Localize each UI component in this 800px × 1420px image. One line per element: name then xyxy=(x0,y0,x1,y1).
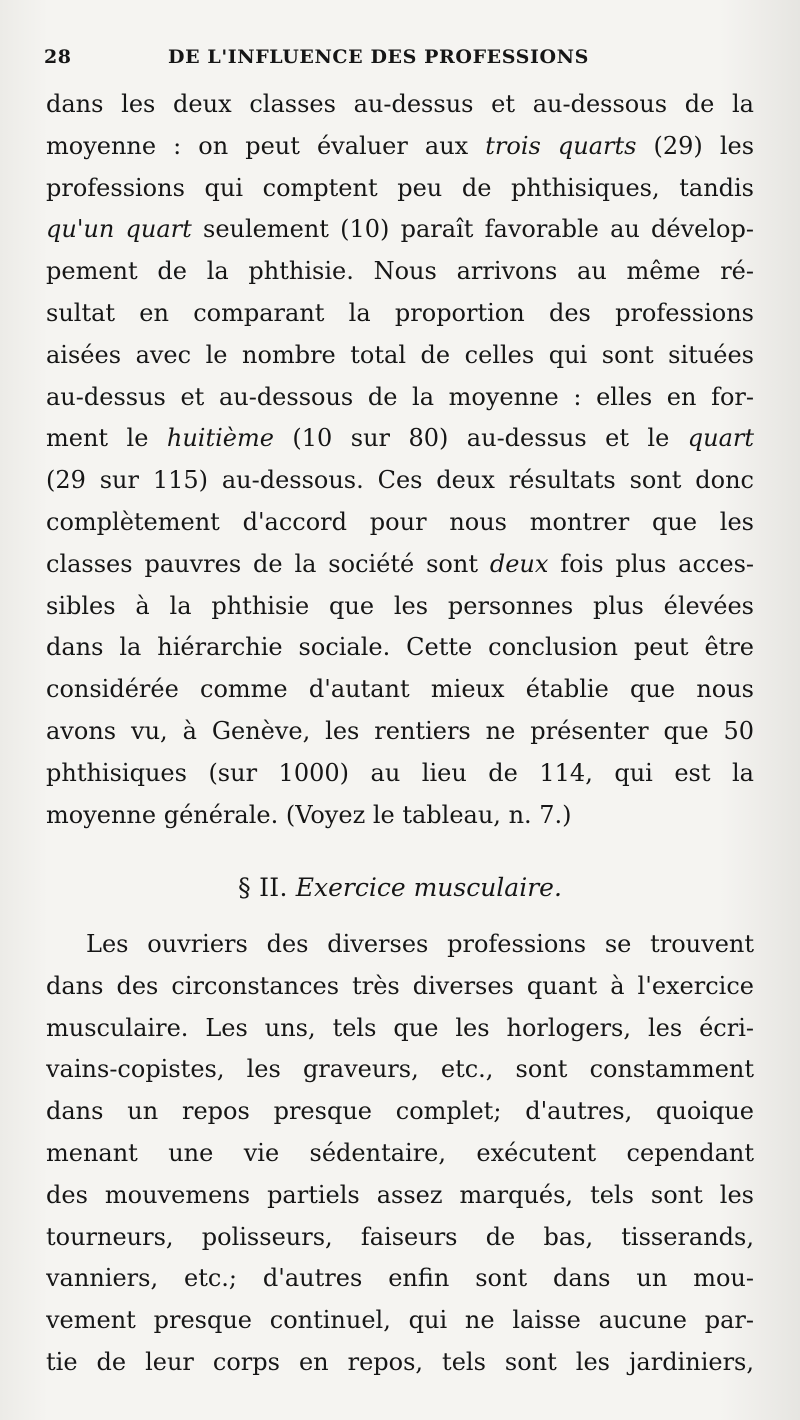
section-heading xyxy=(0,868,800,908)
italic-span: huitième xyxy=(166,424,274,453)
text-span: dans des circonstances très diverses quant à l'exercice xyxy=(46,971,754,1000)
text-span: phthisiques (sur 1000) au lieu de 114, qui est la xyxy=(46,758,754,787)
page-number: 28 xyxy=(44,46,72,68)
text-line xyxy=(46,460,754,502)
text-span: Les ouvriers des diverses professions se trouvent xyxy=(86,930,754,958)
text-span: vanniers, etc.; d'autres enfin sont dans un mou- xyxy=(46,1264,754,1293)
text-span: (10 sur 80) au-dessus et le xyxy=(273,424,688,453)
text-line xyxy=(46,966,754,1008)
text-line xyxy=(46,1175,754,1217)
text-line xyxy=(46,627,754,669)
text-line xyxy=(46,1008,754,1050)
running-head: DE L'INFLUENCE DES PROFESSIONS xyxy=(168,46,589,68)
text-span: fois plus acces- xyxy=(548,549,754,578)
text-span: sultat en comparant la proportion des professions xyxy=(46,298,754,327)
text-line xyxy=(46,1217,754,1259)
text-span: sibles à la phthisie que les personnes plus élevées xyxy=(46,591,754,620)
italic-span: quart xyxy=(687,424,754,453)
text-span: dans la hiérarchie sociale. Cette conclusion peut être xyxy=(46,633,754,662)
text-span: aisées avec le nombre total de celles qui sont situées xyxy=(46,340,754,369)
text-span: ment le xyxy=(46,424,167,453)
text-line xyxy=(46,293,754,335)
text-line xyxy=(46,669,754,711)
text-span: au-dessus et au-dessous de la moyenne : elles en for- xyxy=(46,382,754,411)
text-line xyxy=(46,795,754,837)
text-line xyxy=(46,84,754,126)
text-span: menant une vie sédentaire, exécutent cependant xyxy=(46,1138,754,1167)
text-line xyxy=(46,924,754,966)
text-line xyxy=(46,1049,754,1091)
text-span: vement presque continuel, qui ne laisse aucune par- xyxy=(46,1306,754,1335)
text-span: tourneurs, polisseurs, faiseurs de bas, tisserands, xyxy=(46,1222,754,1251)
section-number: § II. xyxy=(238,873,288,902)
text-line xyxy=(46,1258,754,1300)
text-span: considérée comme d'autant mieux établie que nous xyxy=(46,675,754,704)
body-text-bottom xyxy=(46,924,754,1384)
page-header xyxy=(44,46,744,76)
text-line xyxy=(46,1342,754,1384)
text-line xyxy=(46,1300,754,1342)
text-span: (29) les xyxy=(636,131,754,160)
text-span: complètement d'accord pour nous montrer que les xyxy=(46,507,754,536)
section-title: Exercice musculaire. xyxy=(295,873,562,902)
text-span: dans les deux classes au-dessus et au-dessous de la xyxy=(46,90,754,118)
text-line xyxy=(46,251,754,293)
text-line xyxy=(46,335,754,377)
italic-span: deux xyxy=(489,549,549,578)
text-span: des mouvemens partiels assez marqués, tels sont les xyxy=(46,1180,754,1209)
text-line xyxy=(46,126,754,168)
text-line xyxy=(46,377,754,419)
text-span: pement de la phthisie. Nous arrivons au même ré- xyxy=(46,257,754,286)
text-line xyxy=(46,418,754,460)
text-span: classes pauvres de la société sont xyxy=(46,549,490,578)
text-line xyxy=(46,586,754,628)
italic-span: qu'un quart xyxy=(46,215,192,244)
text-span: (29 sur 115) au-dessous. Ces deux résultats sont donc xyxy=(46,466,754,495)
text-line xyxy=(46,209,754,251)
text-span: tie de leur corps en repos, tels sont les jardiniers, xyxy=(46,1347,754,1376)
text-line xyxy=(46,753,754,795)
text-span: vains-copistes, les graveurs, etc., sont constamment xyxy=(46,1055,754,1084)
text-span: moyenne : on peut évaluer aux xyxy=(46,131,486,160)
text-span: moyenne générale. (Voyez le tableau, n. 7.) xyxy=(46,800,572,829)
text-line xyxy=(46,1091,754,1133)
text-span: avons vu, à Genève, les rentiers ne présenter que 50 xyxy=(46,716,754,745)
text-span: dans un repos presque complet; d'autres, quoique xyxy=(46,1097,754,1126)
text-line xyxy=(46,502,754,544)
text-span: professions qui comptent peu de phthisiques, tandis xyxy=(46,173,754,202)
text-line xyxy=(46,168,754,210)
italic-span: trois quarts xyxy=(485,131,637,160)
text-span: musculaire. Les uns, tels que les horlogers, les écri- xyxy=(46,1013,754,1042)
text-span: seulement (10) paraît favorable au dévelop- xyxy=(191,215,754,244)
text-line xyxy=(46,711,754,753)
text-line xyxy=(46,1133,754,1175)
body-text-top xyxy=(46,84,754,836)
text-line xyxy=(46,544,754,586)
